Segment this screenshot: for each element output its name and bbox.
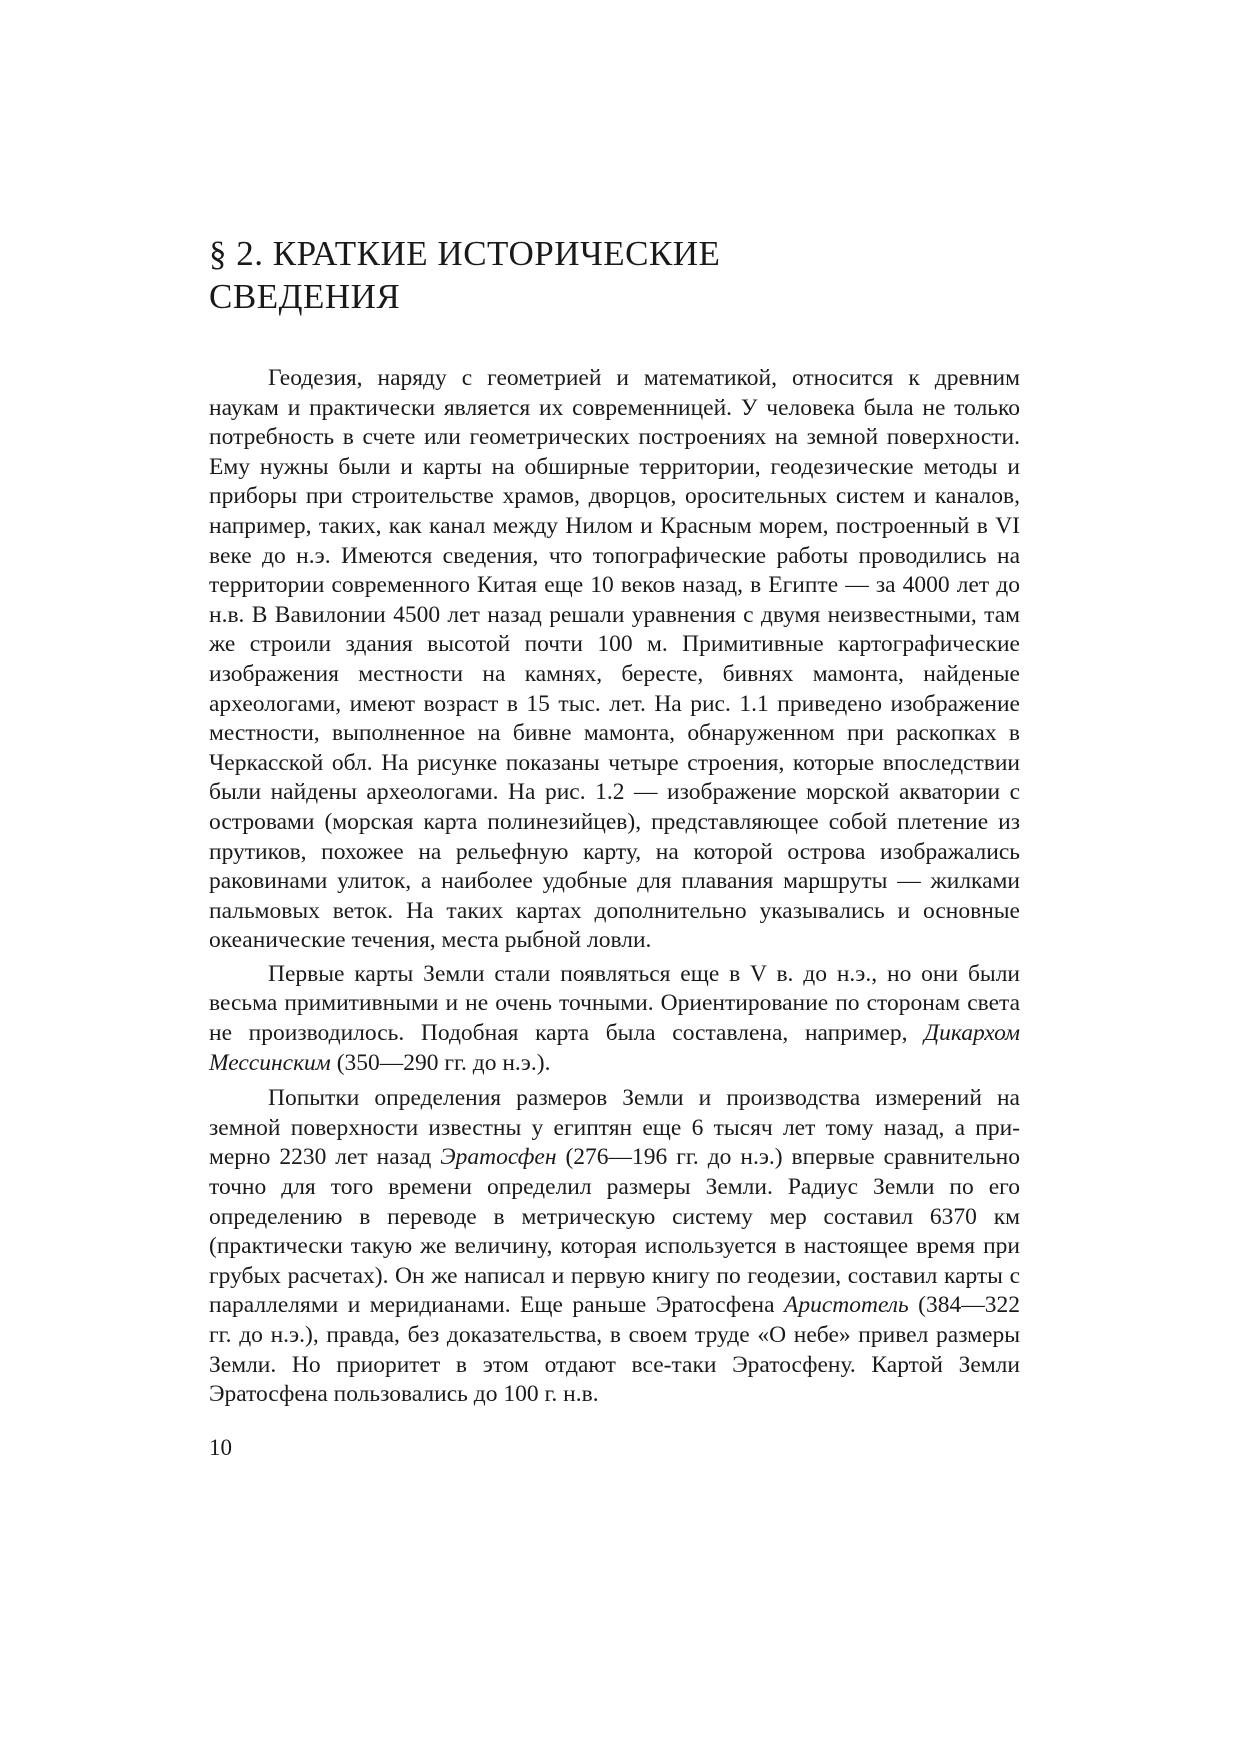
section-heading-line-1: § 2. КРАТКИЕ ИСТОРИЧЕСКИЕ	[209, 234, 721, 273]
paragraph-1: Геодезия, наряду с геометрией и математикой, относится к древним наукам и практически является их современницей. У человека была не только потребность в счете или геометрических построениях на земной поверхности. Ему нужны были и карты на обширные территории, геодезические методы и приборы при строительстве храмов, дворцов, оросительных систем и каналов, например, таких, как канал между Нилом и Красным морем, построенный в VI веке до н.э. Имеются сведения, что топографические работы проводились на территории современного Китая еще 10 веков назад, в Египте — за 4000 лет до н.в. В Вавилонии 4500 лет назад решали уравнения с двумя неизвестными, там же строили здания высотой почти 100 м. Примитивные картографические изображения местности на камнях, бересте, бивнях мамонта, найденые археологами, имеют возраст в 15 тыс. лет. На рис. 1.1 приведено изображение местности, выполненное на бивне мамонта, обнаруженном при раскопках в Черкасской обл. На рисунке показаны четыре строения, которые впоследствии были найдены археологами. На рис. 1.2 — изображение морской акватории с островами (морская карта полинезийцев), представляющее собой плетение из прутиков, похожее на рельефную карту, на которой острова изображались раковинами улиток, а наиболее удобные для плавания маршруты — жилками пальмовых веток. На таких картах дополнительно указывались и основные океанические течения, места рыбной ловли.	[209, 365, 1020, 954]
paragraph-3	[209, 1084, 1020, 1410]
person-name-aristotle: Аристотель	[783, 1292, 909, 1319]
paragraph-2-text-a: Первые карты Земли стали появляться еще в V в. до н.э., но они были весьма примитивными и не очень точными. Ориентирование по сторонам света не производилось. Подобная карта была составлена, например,	[209, 960, 1020, 1047]
page-number: 10	[209, 1435, 232, 1460]
person-name-eratosthenes: Эратосфен	[440, 1144, 557, 1171]
paragraph-3-text-c: (384—322 гг. до н.э.), правда, без доказательства, в своем труде «О небе» привел размеры Земли. Но приоритет в этом отдают все-таки Эратосфену. Картой Земли Эратосфена пользовались до 100 г. н.в.	[209, 1292, 1021, 1408]
body-text	[209, 364, 1020, 1416]
paragraph-2	[209, 960, 1020, 1078]
person-name-dikarkh: Дикархом Мессинским	[209, 1020, 1020, 1076]
paragraph-3-text-b: (276—196 гг. до н.э.) впервые сравнительно точно для того времени определил размеры Земли. Радиус Земли по его определению в переводе в метрическую систему мер составил 6370 км (практически такую же величину, которая используется в настоящее время при грубых расчетах). Он же написал и первую книгу по геодезии, составил карты с параллелями и меридианами. Еще раньше Эратосфена	[209, 1144, 1021, 1319]
section-heading-line-2: СВЕДЕНИЯ	[209, 277, 401, 316]
paragraph-2-text-b: (350—290 гг. до н.э.).	[330, 1049, 551, 1076]
paragraph-3-text-a: Попытки определения размеров Земли и производства измерений на земной поверхности известны у египтян еще 6 тысяч лет тому назад, а примерно 2230 лет назад	[209, 1085, 1020, 1171]
section-heading	[209, 232, 1029, 318]
